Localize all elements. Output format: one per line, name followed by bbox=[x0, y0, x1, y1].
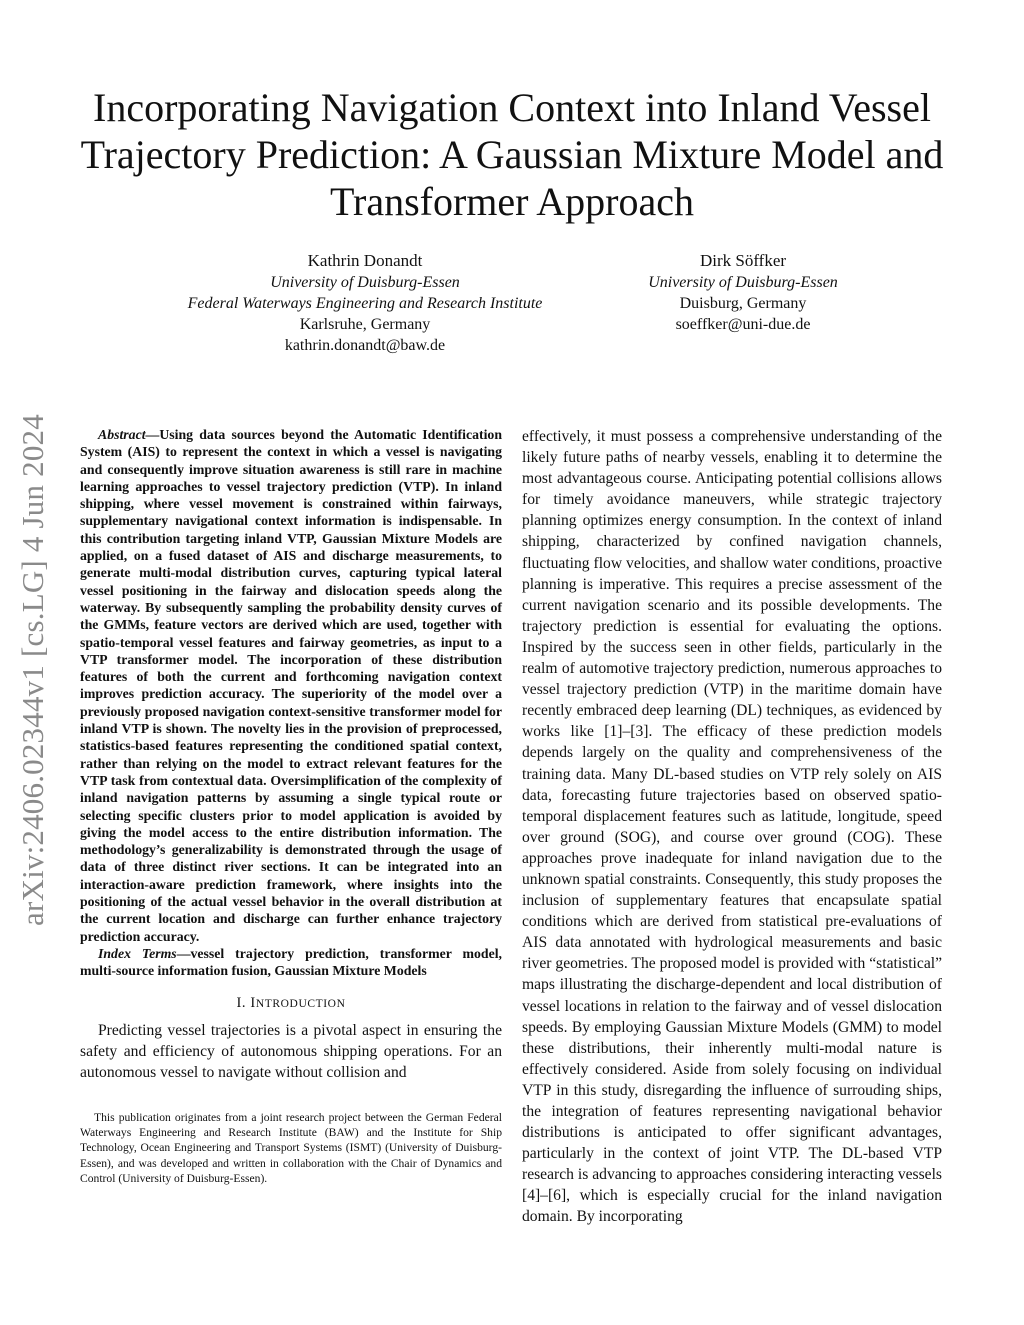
author-name: Dirk Söffker bbox=[699, 251, 787, 270]
author-location: Karlsruhe, Germany bbox=[299, 316, 431, 333]
author-block-2 bbox=[612, 250, 874, 335]
left-column bbox=[80, 426, 502, 1083]
abstract-text: Using data sources beyond the Automatic Identification System (AIS) to represent the context in which a vessel is navigating and consequently improve situation awareness is still rare in machine learning approaches to vessel trajectory prediction (VTP). In inland shipping, where vessel movement is constrained within fairways, supplementary navigational context information is indispensable. In this contribution targeting inland VTP, Gaussian Mixture Models are applied, on a fused dataset of AIS and discharge measurements, to generate multi-modal distribution curves, capturing typical lateral vessel positioning in the fairway and dislocation speeds along the waterway. By subsequently sampling the probability density curves of the GMMs, feature vectors are derived which are used, together with spatio-temporal vessel features and fairway geometries, as input to a VTP transformer model. The incorporation of these distribution features of both the current and forthcoming navigation context improves prediction accuracy. The superiority of the model over a previously proposed navigation context-sensitive transformer model for inland VTP is shown. The novelty lies in the provision of preprocessed, statistics-based features representing the conditioned spatial context, rather than relying on the model to extract relevant features for the VTP task from contextual data. Oversimplification of the complexity of inland navigation patterns by assuming a single typical route or selecting specific clusters prior to model application is avoided by giving the model access to the entire distribution information. The methodology’s generalizability is demonstrated through the usage of data of three distinct river sections. It can be integrated into an interaction-aware prediction framework, where insights into the positioning of the actual vessel behavior in the overall distribution at the current location and discharge can further enhance trajectory prediction accuracy. bbox=[80, 427, 502, 944]
author-affiliation: Federal Waterways Engineering and Research Institute bbox=[187, 295, 543, 312]
author-email: soeffker@uni-due.de bbox=[675, 316, 811, 333]
intro-paragraph-right: effectively, it must possess a comprehensive understanding of the likely future paths of nearby vessels, enabling it to determine the most advantageous course. Anticipating potential collisions allows for timely avoidance maneuvers, while strategic trajectory planning optimizes energy consumption. In the context of inland shipping, characterized by confined navigation channels, fluctuating flow velocities, and shallow water conditions, proactive planning is imperative. This requires a precise assessment of the current navigation scenario and its possible developments. The trajectory prediction is essential for evaluating the options. Inspired by the success seen in other fields, particularly in the realm of automotive trajectory prediction, numerous approaches to vessel trajectory prediction (VTP) in the maritime domain have recently embraced deep learning (DL) techniques, as evidenced by works like [1]–[3]. The efficacy of these prediction models depends largely on the quality and comprehensiveness of the training data. Many DL-based studies on VTP rely solely on AIS data, forecasting future trajectories based on observed spatio-temporal displacement features such as latitude, longitude, speed over ground (SOG), and course over ground (COG). These approaches prove inadequate for inland navigation due to the unknown spatial constraints. Consequently, this study proposes the inclusion of supplementary features that encapsulate spatial conditions which are derived from statistical pre-evaluations of AIS data annotated with hydrological measurements and basic river geometries. The proposed model is provided with “statistical” maps illustrating the discharge-dependent and local distribution of vessel locations in relation to the fairway and of vessel dislocation speeds. By employing Gaussian Mixture Models (GMM) to model these distributions, their inherently multi-modal nature is effectively considered. Aside from solely focusing on individual VTP in this study, disregarding the influence of surrouding ships, the integration of features representing navigational behavior distributions is anticipated to offer significant advantages, particularly in the context of joint VTP. The DL-based VTP research is advancing to approaches considering interacting vessels [4]–[6], which is especially crucial for the inland navigation domain. By incorporating bbox=[522, 428, 942, 1226]
footnote: This publication originates from a joint research project between the German Federal Waterways Engineering and Research Institute (BAW) and the Institute for Ship Technology, Ocean Engineering and Transport Systems (ISMT) (University of Duisburg-Essen), and was developed and written in collaboration with the Chair of Dynamics and Control (University of Duisburg-Essen). bbox=[80, 1111, 502, 1185]
author-block-1 bbox=[150, 250, 580, 356]
index-terms-text: vessel trajectory prediction, transformer model, multi-source information fusion, Gaussian Mixture Models bbox=[80, 945, 502, 979]
abstract-label: Abstract bbox=[98, 427, 146, 442]
index-terms bbox=[80, 945, 502, 980]
section-title-initial: I bbox=[250, 994, 256, 1011]
section-heading-introduction bbox=[80, 994, 502, 1014]
author-affiliation: University of Duisburg-Essen bbox=[648, 274, 838, 291]
index-terms-label: Index Terms bbox=[98, 945, 177, 961]
section-title-smallcaps: NTRODUCTION bbox=[255, 997, 346, 1010]
author-email: kathrin.donandt@baw.de bbox=[284, 337, 446, 354]
author-affiliation: University of Duisburg-Essen bbox=[270, 274, 460, 291]
paper-title: Incorporating Navigation Context into Inland Vessel Trajectory Prediction: A Gaussian Mixture Model and Transformer Approach bbox=[80, 85, 944, 224]
abstract bbox=[80, 426, 502, 945]
abstract-dash: — bbox=[145, 427, 160, 442]
arxiv-identifier-stamp: arXiv:2406.02344v1 [cs.LG] 4 Jun 2024 bbox=[15, 414, 50, 926]
intro-paragraph-left: Predicting vessel trajectories is a pivotal aspect in ensuring the safety and efficiency of autonomous shipping operations. For an autonomous vessel to navigate without collision and bbox=[80, 1021, 502, 1081]
author-location: Duisburg, Germany bbox=[679, 295, 807, 312]
right-column bbox=[522, 426, 942, 1228]
index-terms-dash: — bbox=[176, 945, 191, 961]
author-name: Kathrin Donandt bbox=[307, 251, 423, 270]
section-number: I. bbox=[236, 994, 247, 1011]
